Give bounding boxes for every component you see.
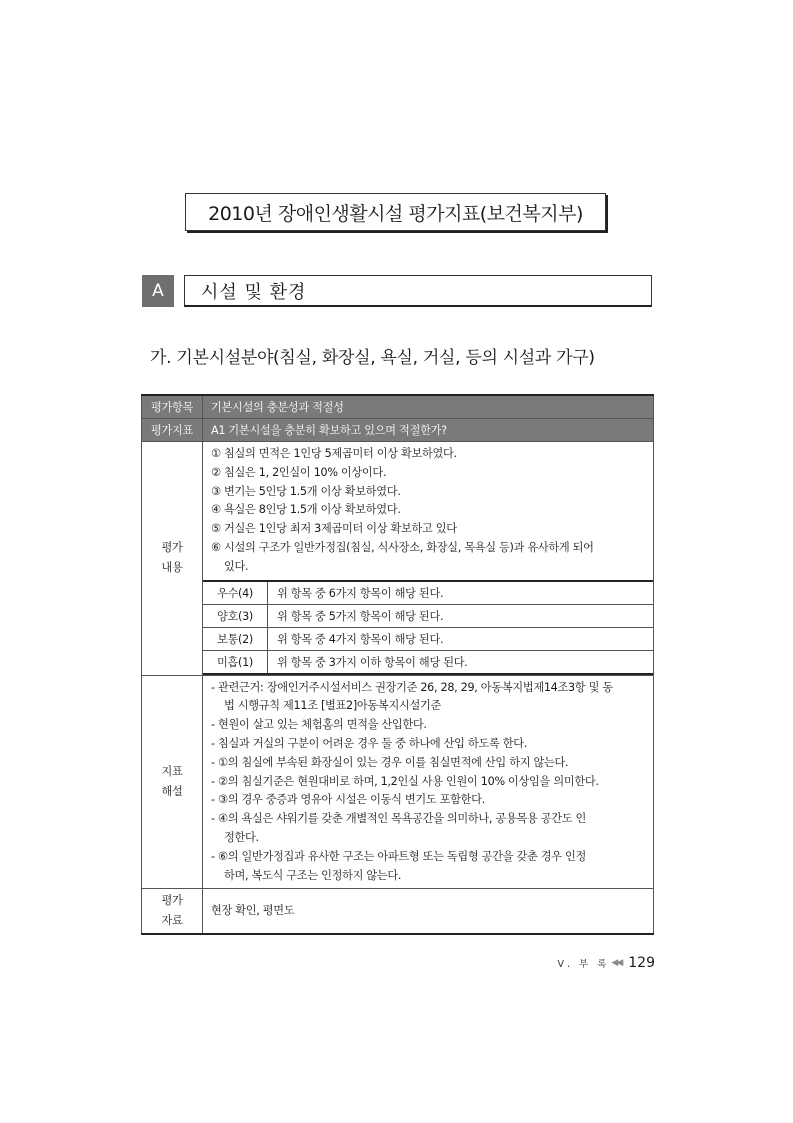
explanation-line: 하며, 복도식 구조는 인정하지 않는다. (224, 868, 402, 882)
grade-name: 미흡(1) (203, 650, 268, 674)
indicator-value: A1 기본시설을 충분히 확보하고 있으며 적절한가? (203, 419, 654, 442)
grade-description: 위 항목 중 3가지 이하 항목이 해당 된다. (268, 650, 654, 674)
page-footer (558, 955, 656, 971)
explanation-label-line: 해설 (161, 784, 183, 798)
content-label (142, 442, 203, 676)
table-row-data (142, 889, 654, 935)
criteria-line: ② 침실은 1, 2인실이 10% 이상이다. (211, 465, 387, 479)
item-value: 기본시설의 충분성과 적절성 (203, 395, 654, 419)
data-value: 현장 확인, 평면도 (203, 889, 654, 935)
criteria-line: ④ 욕실은 8인당 1.5개 이상 확보하였다. (211, 503, 401, 517)
footer-label: Ⅴ. 부 록 (557, 959, 610, 970)
evaluation-table (141, 394, 654, 935)
explanation-line: - 관련근거: 장애인거주시설서비스 권장기준 26, 28, 29, 아동복지법제14조3항 및 동 (211, 680, 613, 694)
explanation-line: 정한다. (224, 830, 259, 844)
explanation-cell (203, 675, 654, 889)
criteria-line: 있다. (224, 559, 249, 573)
indicator-label: 평가지표 (142, 419, 203, 442)
grade-row (203, 604, 653, 627)
explanation-line: - ⑥의 일반가정집과 유사한 구조는 아파트형 또는 독립형 공간을 갖춘 경우 인정 (211, 849, 587, 863)
item-label: 평가항목 (142, 395, 203, 419)
explanation-line: - 침실과 거실의 구분이 어려운 경우 둘 중 하나에 산입 하도록 한다. (211, 736, 527, 750)
content-cell (203, 442, 654, 676)
grade-description: 위 항목 중 4가지 항목이 해당 된다. (268, 627, 654, 650)
grade-name: 우수(4) (203, 581, 268, 605)
explanation-line: - ③의 경우 중증과 영유아 시설은 이동식 변기도 포함한다. (211, 793, 485, 807)
grade-row (203, 581, 653, 605)
explanation-line: - ④의 욕실은 샤워기를 갖춘 개별적인 목욕공간을 의미하나, 공용목용 공간도 인 (211, 812, 587, 826)
content-label-line: 평가 (161, 541, 183, 555)
section-title-text: 시설 및 환경 (201, 281, 307, 303)
content-criteria (203, 442, 653, 580)
section-badge: A (142, 275, 174, 307)
data-label-line: 평가 (161, 894, 183, 908)
section-title (184, 275, 652, 307)
page-title (185, 193, 606, 231)
explanation-line: - ①의 침실에 부속된 화장실이 있는 경우 이를 침실면적에 산입 하지 않는다. (211, 755, 569, 769)
explanation-line: 법 시행규칙 제11조 [별표2]아동복지시설기준 (224, 699, 441, 713)
page-number: 129 (628, 955, 655, 971)
explanation-label (142, 675, 203, 889)
table-row-content (142, 442, 654, 676)
criteria-line: ① 침실의 면적은 1인당 5제곱미터 이상 확보하였다. (211, 447, 457, 460)
page-title-text: 2010년 장애인생활시설 평가지표(보건복지부) (208, 202, 583, 225)
content-label-line: 내용 (161, 561, 183, 575)
grade-description: 위 항목 중 5가지 항목이 해당 된다. (268, 604, 654, 627)
table-row-item (142, 395, 654, 419)
table-row-explanation (142, 675, 654, 889)
subsection-title: 가. 기본시설분야(침실, 화장실, 욕실, 거실, 등의 시설과 가구) (150, 348, 595, 368)
grade-row (203, 650, 653, 674)
criteria-line: ③ 변기는 5인당 1.5개 이상 확보하였다. (211, 484, 401, 498)
grade-row (203, 627, 653, 650)
double-arrow-left-icon: ◀◀ (611, 958, 622, 968)
explanation-label-line: 지표 (161, 764, 183, 778)
explanation-line: - ②의 침실기준은 현원대비로 하며, 1,2인실 사용 인원이 10% 이상임을 의미한다. (211, 774, 599, 788)
grade-name: 보통(2) (203, 627, 268, 650)
criteria-line: ⑥ 시설의 구조가 일반가정집(침실, 식사장소, 화장실, 목욕실 등)과 유사하게 되어 (211, 540, 594, 554)
explanation-line: - 현원이 살고 있는 체험홈의 면적을 산입한다. (211, 718, 427, 732)
grade-name: 양호(3) (203, 604, 268, 627)
grade-description: 위 항목 중 6가지 항목이 해당 된다. (268, 581, 654, 605)
criteria-line: ⑤ 거실은 1인당 최저 3제곱미터 이상 확보하고 있다 (211, 522, 457, 536)
grade-table (203, 580, 653, 675)
table-row-indicator (142, 419, 654, 442)
data-label (142, 889, 203, 935)
data-label-line: 자료 (161, 914, 183, 928)
